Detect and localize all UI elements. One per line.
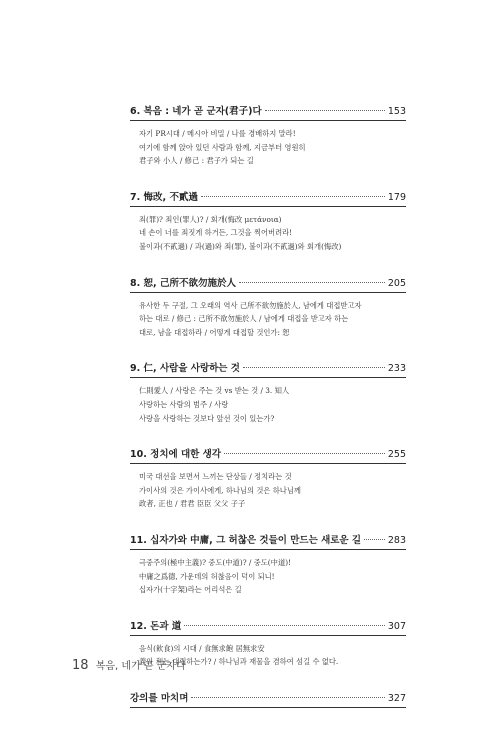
toc-title: 8. 恕, 己所不欲勿施於人 bbox=[130, 277, 236, 289]
toc-page: 327 bbox=[387, 692, 406, 704]
divider bbox=[130, 463, 406, 464]
toc-subline: 하는 대로 / 修己 : 己所不欲勿施於人 / 남에게 대접을 받고자 하는 bbox=[139, 314, 349, 324]
toc-subline: 가이사의 것은 가이사에게, 하나님의 것은 하나님께 bbox=[139, 485, 301, 495]
toc-title: 10. 정치에 대한 생각 bbox=[130, 449, 221, 461]
toc-page: 255 bbox=[387, 449, 406, 461]
toc-entry bbox=[130, 690, 406, 708]
toc-subline: 사랑하는 사람의 범주 / 사랑 bbox=[139, 399, 229, 409]
divider bbox=[130, 120, 406, 121]
toc-subline: 대로, 남을 대접하라 / 어떻게 대접할 것인가: 恕 bbox=[139, 327, 290, 337]
toc-heading bbox=[130, 690, 406, 704]
toc-title: 6. 복음 : 네가 곧 군자(君子)다 bbox=[130, 106, 262, 117]
toc-heading bbox=[130, 275, 406, 289]
toc-entry bbox=[130, 532, 406, 597]
toc-entry bbox=[130, 103, 406, 168]
dot-leader bbox=[243, 367, 385, 368]
toc-subline: 음식(飮食)의 시대 / 食無求飽 居無求安 bbox=[139, 643, 265, 653]
toc-subline: 불이과(不貳過) / 과(過)와 죄(罪), 불이과(不貳過)와 회개(悔改) bbox=[139, 241, 342, 251]
toc-entry bbox=[130, 189, 406, 254]
toc-title: 강의를 마치며 bbox=[130, 692, 189, 704]
page-number: 18 bbox=[72, 658, 89, 673]
dot-leader bbox=[224, 453, 385, 454]
divider bbox=[130, 549, 406, 550]
toc-subline: 유사한 두 구절, 그 오래의 역사 己所不欲勿施於人, 남에게 대접받고자 bbox=[139, 300, 362, 310]
toc-entry bbox=[130, 275, 406, 340]
toc-subline: 죄(罪)? 죄인(罪人)? / 회개(悔改 μετάνοια) bbox=[139, 214, 282, 224]
toc-heading bbox=[130, 446, 406, 460]
toc-entry bbox=[130, 446, 406, 511]
toc-heading bbox=[130, 103, 406, 117]
toc-heading bbox=[130, 532, 406, 546]
running-title: 복음, 네가 곧 군자다 bbox=[95, 661, 186, 672]
toc-subline: 政者, 正也 / 君君 臣臣 父父 子子 bbox=[139, 499, 246, 509]
toc-page: 179 bbox=[387, 191, 406, 203]
divider bbox=[130, 377, 406, 378]
toc-subline: 미국 대선을 보면서 느끼는 단상들 / 정치라는 것 bbox=[139, 472, 292, 482]
dot-leader bbox=[191, 697, 384, 698]
dot-leader bbox=[265, 110, 385, 111]
toc-heading bbox=[130, 189, 406, 203]
toc-subline: 극중주의(極中主義)? 중도(中道)? / 중도(中道)! bbox=[139, 557, 292, 567]
dot-leader bbox=[184, 625, 385, 626]
toc-page: 153 bbox=[387, 106, 406, 117]
toc-subline: 여기에 함께 앉아 있던 사람과 함께, 지금부터 영원히 bbox=[139, 142, 306, 152]
toc-subline: 義와 利는 대립하는가? / 하나님과 재물을 겸하여 섬길 수 없다. bbox=[139, 657, 339, 667]
toc-entry bbox=[130, 360, 406, 425]
toc-page: 307 bbox=[387, 620, 406, 632]
toc-subline: 자기 PR시대 / 메시아 비밀 / 나를 경배하지 말라! bbox=[139, 129, 296, 138]
toc-subline: 仁則愛人 / 사랑은 주는 것 vs 받는 것 / 3. 知人 bbox=[139, 386, 290, 396]
divider bbox=[130, 292, 406, 293]
toc-title: 7. 悔改, 不貳過 bbox=[130, 191, 198, 203]
dot-leader bbox=[239, 282, 385, 283]
toc-page: 205 bbox=[387, 277, 406, 289]
toc-title: 11. 십자가와 中庸, 그 허찮은 것들이 만드는 새로운 길 bbox=[130, 534, 362, 546]
toc-title: 9. 仁, 사람을 사랑하는 것 bbox=[130, 363, 240, 375]
toc-subline: 君子와 小人 / 修己 : 君子가 되는 길 bbox=[139, 156, 254, 166]
dot-leader bbox=[201, 196, 385, 197]
divider bbox=[130, 635, 406, 636]
toc-subline: 네 손이 너를 죄짓게 하거든, 그것을 찍어버려라! bbox=[139, 228, 293, 238]
toc-heading bbox=[130, 618, 406, 632]
toc-title: 12. 돈과 道 bbox=[130, 620, 182, 632]
divider bbox=[130, 707, 406, 708]
table-of-contents bbox=[130, 103, 406, 729]
toc-page: 233 bbox=[387, 363, 406, 375]
page-footer bbox=[72, 657, 186, 673]
toc-subline: 사랑을 사랑하는 것보다 앞선 것이 있는가? bbox=[139, 413, 275, 423]
dot-leader bbox=[364, 539, 385, 540]
divider bbox=[130, 206, 406, 207]
toc-subline: 십자가(十字架)라는 어리석은 길 bbox=[139, 585, 242, 595]
toc-page: 283 bbox=[387, 534, 406, 546]
toc-subline: 中庸之爲德, 가운데의 허찮음이 덕이 되니! bbox=[139, 571, 275, 581]
toc-heading bbox=[130, 360, 406, 374]
